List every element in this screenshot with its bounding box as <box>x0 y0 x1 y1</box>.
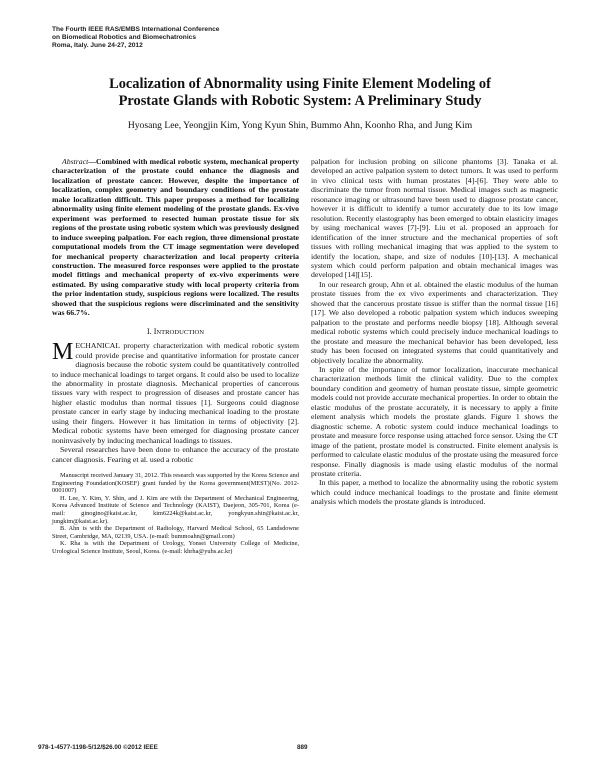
drop-cap: M <box>52 339 74 366</box>
abstract-label: Abstract <box>62 157 89 166</box>
copyright-footer: 978-1-4577-1198-5/12/$26.00 ©2012 IEEE <box>38 744 158 751</box>
footnote-manuscript: Manuscript received January 31, 2012. This research was supported by the Korea Science and Engineering Foundation(KOSEF) grant funded by the Korea government(MEST)(No. 2012-0001007) <box>52 472 299 495</box>
conference-header <box>52 26 372 49</box>
section-number: I. <box>147 326 152 336</box>
conference-header-line: Roma, Italy. June 24-27, 2012 <box>52 41 143 49</box>
section-heading-rest: NTRODUCTION <box>156 328 204 336</box>
intro-paragraph: Several researches have been done to enhance the accuracy of the prostate cancer diagnosis. Fearing et al. used a robotic <box>52 445 299 464</box>
paper-title-line: Localization of Abnormality using Finite Element Modeling of <box>109 76 491 92</box>
right-column <box>311 157 558 507</box>
body-paragraph: In our research group, Ahn et al. obtained the elastic modulus of the human prostate tissues from the ex vivo experiments and characterization. They showed that the cancerous prostate tissue is stiffer than the normal tissue [16][17]. We also developed a robotic palpation system which induces sweeping palpation to the prostate and performs needle biopsy [18]. Although several medical robotic systems which could precisely induce mechanical loadings to the prostate and measure the mechanical behavior has been developed, less study has been focused on integrated systems that could quantitatively and objectively localize the abnormality. <box>311 279 558 365</box>
page-number: 889 <box>297 744 308 751</box>
section-heading-introduction <box>52 327 299 337</box>
body-paragraph: In this paper, a method to localize the abnormality using the robotic system which could induce mechanical loadings to the prostate and finite element analysis which models the prostate glands is introduced. <box>311 478 558 507</box>
body-paragraph: In spite of the importance of tumor localization, inaccurate mechanical characterization methods limit the clinical validity. Due to the complex boundary condition and geometry of human prostate tissue, simple geometric models could not provide accurate mechanical properties. In order to obtain the elastic modulus of the prostate accurately, it is necessary to apply a finite element analysis which models the prostate glands. Figure 1 shows the diagnostic scheme. A robotic system could induce mechanical loadings to prostate and measure force response using attached force sensor. Using the CT image of the patient, prostate model is constructed. Finite element analysis is performed to calculate elastic modulus of the prostate using the measured force response. Finally diagnosis is made using elastic modulus of the normal prostate criteria. <box>311 364 558 478</box>
conference-header-line: on Biomedical Robotics and Biomechatronics <box>52 33 196 41</box>
footnote-affiliation: B. Ahn is with the Department of Radiology, Harvard Medical School, 65 Landsdowne Street, Cambridge, MA, 02139, USA. (e-mail: bummoahn@gmail.com) <box>52 525 299 540</box>
paper-title <box>0 76 600 109</box>
abstract <box>52 157 299 318</box>
footnote-affiliation: K. Rha is with the Department of Urology, Yonsei University College of Medicine, Urological Science Institute, Seoul, Korea. (e-mail: khrha@yuhs.ac.kr) <box>52 540 299 555</box>
footnote-affiliation: H. Lee, Y. Kim, Y. Shin, and J. Kim are with the Department of Mechanical Engineering, Korea Advanced Institute of Science and Technology (KAIST), Daejeon, 305-701, Korea (e-mail: ginogino@kaist.ac.kr, kim6224k@kaist.ac.kr, yongkyun.shin@kaist.ac.kr, jungkim@kaist.ac.kr). <box>52 494 299 525</box>
author-list: Hyosang Lee, Yeongjin Kim, Yong Kyun Shin, Bummo Ahn, Koonho Rha, and Jung Kim <box>127 120 473 131</box>
body-paragraph: palpation for inclusion probing on silicone phantoms [3]. Tanaka et al. developed an active palpation system to detect tumors. It was used to perform in vivo clinical tests with human prostates [4]-[6]. They were able to discriminate the tumor from normal tissue. Medical images such as magnetic resonance imaging or ultrasound have been used to diagnose prostate cancer, however it is difficult to identify a tumor accurately due to its low image resolution. Recently elastography has been emerged to obtain elasticity images by using mechanical waves [7]-[9]. Liu et al. proposed an approach for identification of the inner structure and the mechanical properties of soft tissues with rolling mechanical imaging that was applied to the system to identify the location, shape, and size of nodules [10]-[13]. A mechanical system which could perform palpation and obtain mechanical images was developed [14][15]. <box>311 157 558 280</box>
abstract-text: —Combined with medical robotic system, mechanical property characterization of the prostate could enhance the diagnosis and localization of prostate cancer. However, despite the importance of localization, complex geometry and boundary conditions of the prostate make localization difficult. This paper proposes a method for localizing abnormality using finite element modeling of the prostate glands. Ex-vivo experiment was performed to resected human prostate tissue for six regions of the prostate using robotic system which was previously designed to induce sweeping palpation. For each region, three dimensional prostate computational models from the CT image segmentation were developed for mechanical property characterization and local property criteria construction. The measured force responses were applied to the prostate model fittings and mechanical property of ex-vivo experiments were estimated. By using comparative study with local property criteria from the prior indentation study, suspicious regions were localized. The results showed that the suspicious regions were discriminated and the sensitivity was 66.7%. <box>52 157 299 318</box>
intro-paragraph-text: ECHANICAL property characterization with medical robotic system could provide precise and quantitative information for prostate cancer diagnosis because the robotic system could be quantitatively controlled to induce mechanical loadings to target organs. It could also be used to localize the abnormality in prostate diagnosis. Mechanical properties of cancerous tissues vary with respect to progression of diseases and prostate cancer has higher elastic modulus than normal tissues [1]. Surgeons could diagnose prostate cancer in early stage by inducing mechanical loading to the prostate using their fingers. However it has limitation in terms of objectivity [2]. Medical robotic systems have been emerged for diagnosing prostate cancer noninvasively by inducing mechanical loadings to tissues. <box>52 341 299 445</box>
paper-title-line: Prostate Glands with Robotic System: A Preliminary Study <box>118 92 482 109</box>
conference-header-line: The Fourth IEEE RAS/EMBS International Conference <box>52 26 220 33</box>
section-heading-initial: I <box>153 326 157 336</box>
left-column <box>52 157 299 556</box>
intro-paragraph <box>52 341 299 445</box>
